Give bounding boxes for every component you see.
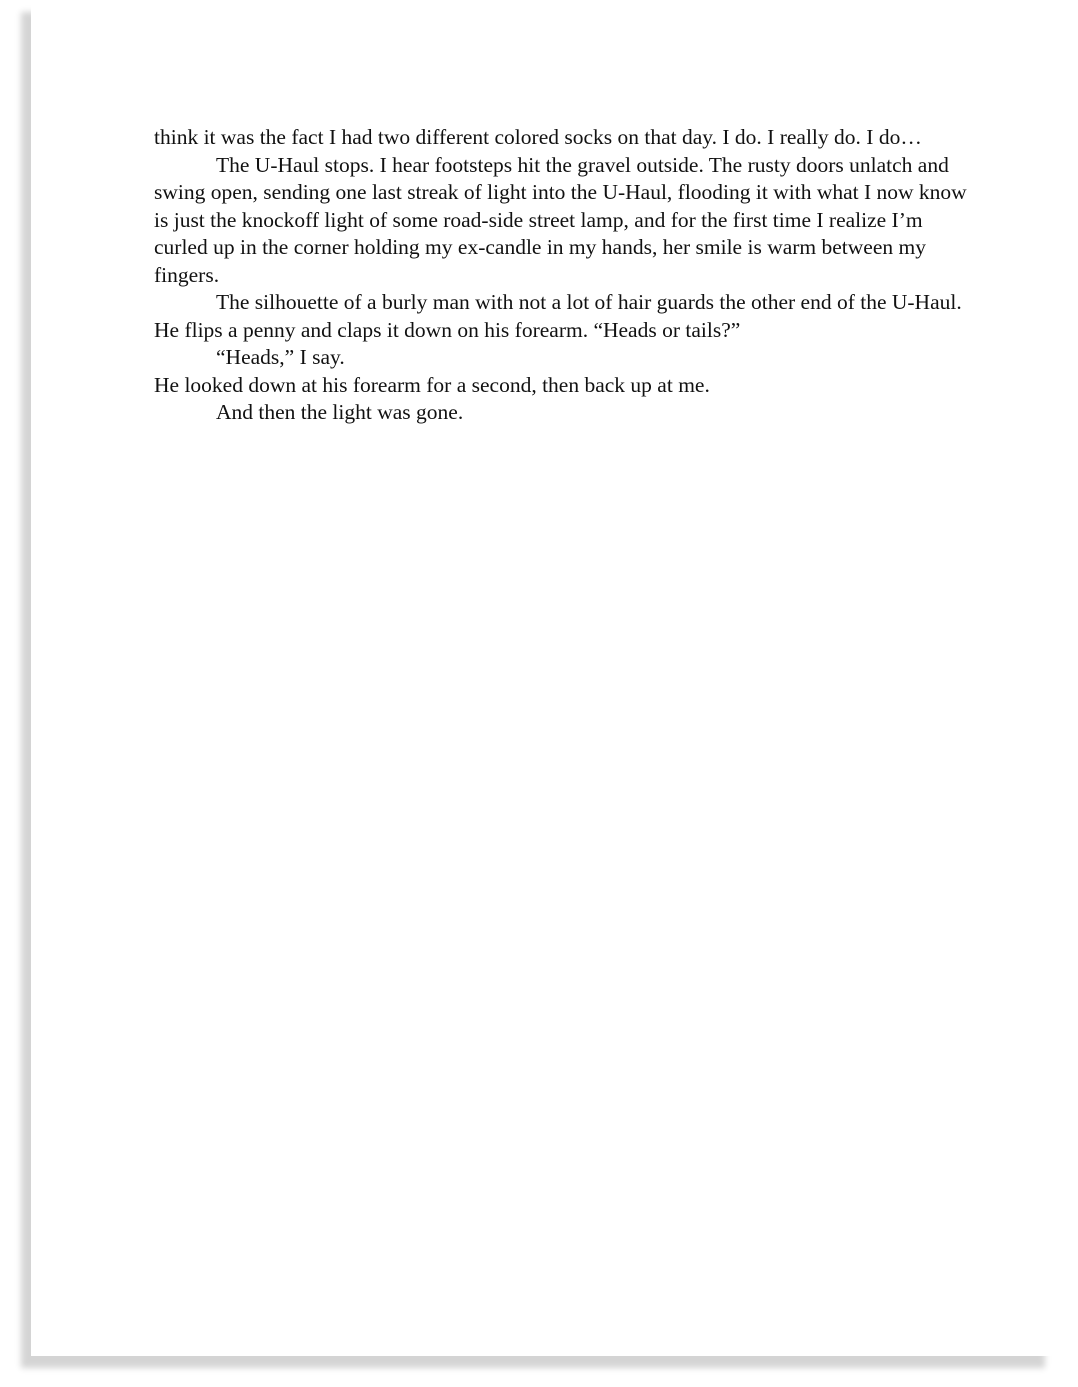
document-body — [154, 124, 974, 427]
paragraph: And then the light was gone. — [216, 400, 464, 424]
paragraph: think it was the fact I had two different colored socks on that day. I do. I really do. I do… — [154, 125, 922, 149]
paragraph: “Heads,” I say. — [216, 345, 345, 369]
paragraph: The U-Haul stops. I hear footsteps hit the gravel outside. The rusty doors unlatch and swing open, sending one last streak of light into the U-Haul, flooding it with what I now know is just the knockoff light of some road-side street lamp, and for the first time I realize I’m curled up in the corner holding my ex-candle in my hands, her smile is warm between my fingers. — [154, 152, 967, 287]
paragraph: He looked down at his forearm for a second, then back up at me. — [154, 372, 710, 397]
paragraph: The silhouette of a burly man with not a lot of hair guards the other end of the U-Haul. He flips a penny and claps it down on his forearm. “Heads or tails?” — [154, 290, 962, 342]
